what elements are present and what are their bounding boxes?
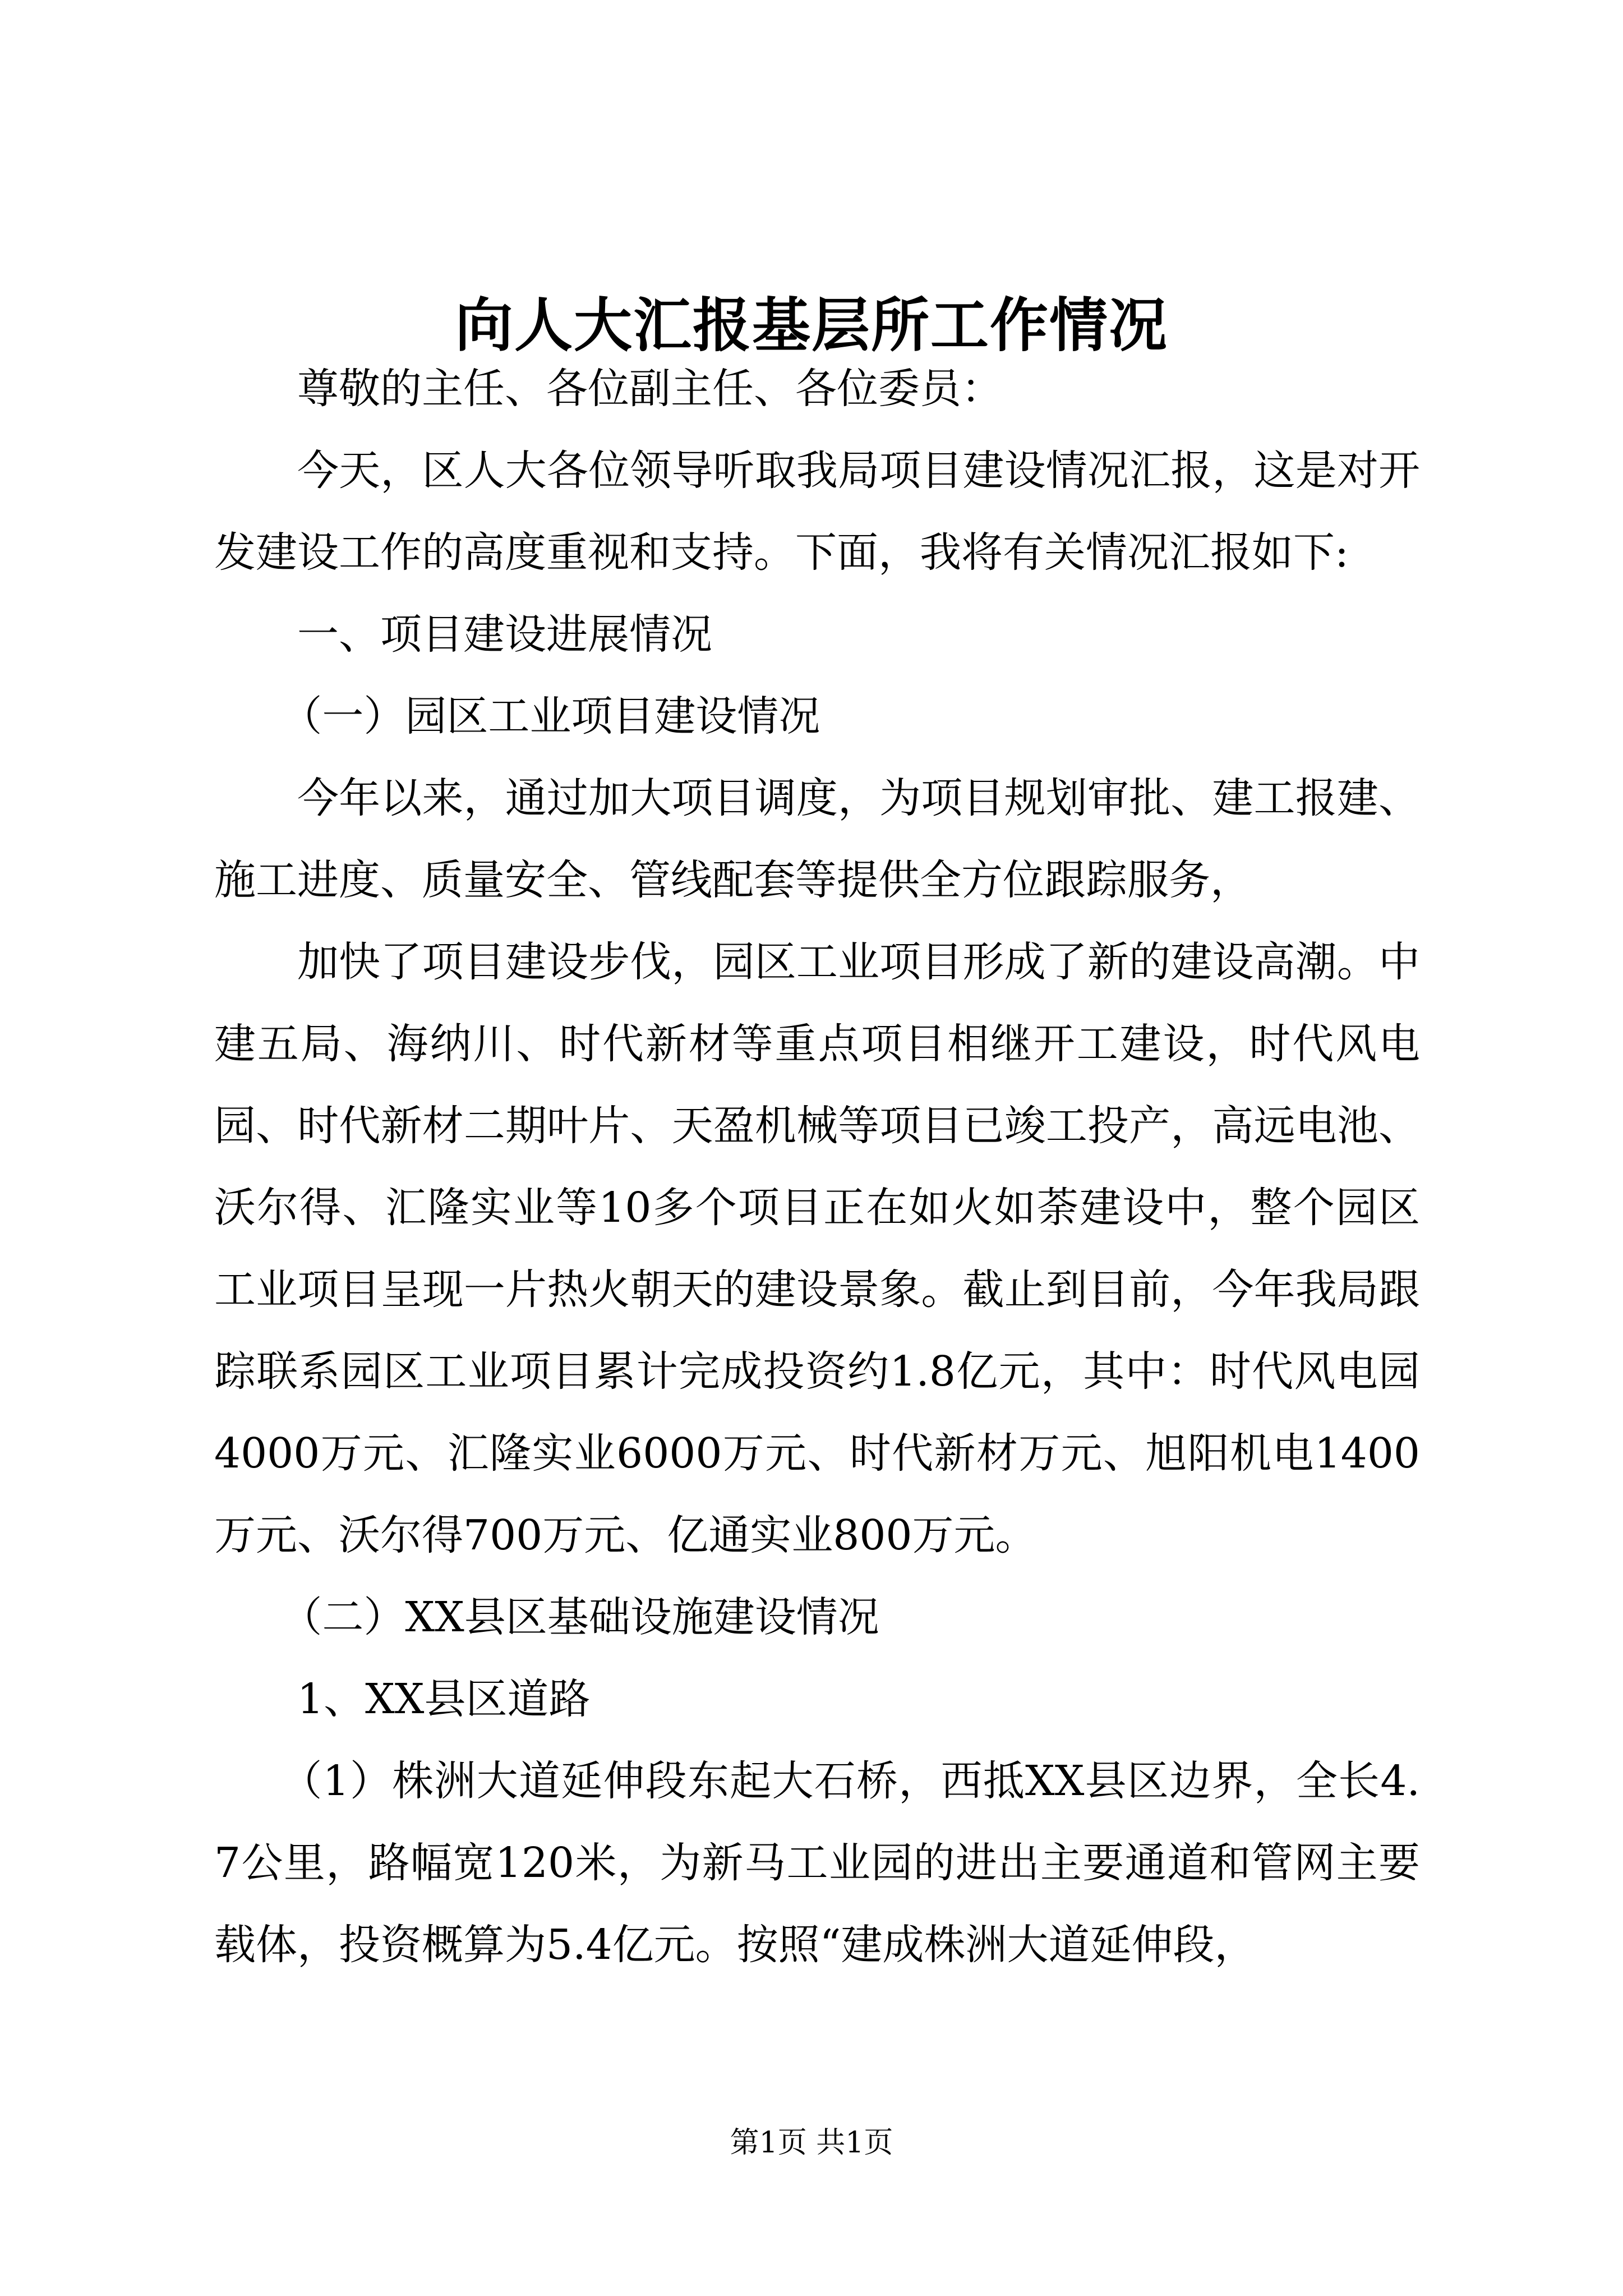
body-paragraph: （1）株洲大道延伸段东起大石桥，西抵XX县区边界，全长4.7公里，路幅宽120米，为新马工业园的进出主要通道和管网主要载体，投资概算为5.4亿元。按照“建成株洲大道延伸段，	[214, 1757, 1420, 1969]
body-paragraph: 加快了项目建设步伐，园区工业项目形成了新的建设高潮。中建五局、海纳川、时代新材等重点项目相继开工建设，时代风电园、时代新材二期叶片、天盈机械等项目已竣工投产，高远电池、沃尔得、汇隆实业等10多个项目正在如火如荼建设中，整个园区工业项目呈现一片热火朝天的建设景象。截止到目前，今年我局跟踪联系园区工业项目累计完成投资约1.8亿元，其中：时代风电园4000万元、汇隆实业6000万元、时代新材万元、旭阳机电1400万元、沃尔得700万元、亿通实业800万元。	[214, 938, 1420, 1559]
document-body	[214, 348, 1420, 1986]
salutation-paragraph: 尊敬的主任、各位副主任、各位委员：	[297, 365, 1003, 413]
page-footer: 第1页 共1页	[730, 2126, 893, 2160]
item-heading: 1、XX县区道路	[297, 1675, 591, 1723]
document-title: 向人大汇报基层所工作情况	[454, 291, 1168, 360]
intro-paragraph: 今天，区人大各位领导听取我局项目建设情况汇报，这是对开发建设工作的高度重视和支持。下面，我将有关情况汇报如下:	[214, 447, 1420, 577]
subsection-heading: （一）园区工业项目建设情况	[280, 692, 820, 740]
section-heading: 一、项目建设进展情况	[297, 610, 712, 659]
body-paragraph: 今年以来，通过加大项目调度，为项目规划审批、建工报建、施工进度、质量安全、管线配套等提供全方位跟踪服务，	[214, 774, 1420, 904]
subsection-heading: （二）XX县区基础设施建设情况	[280, 1593, 879, 1641]
